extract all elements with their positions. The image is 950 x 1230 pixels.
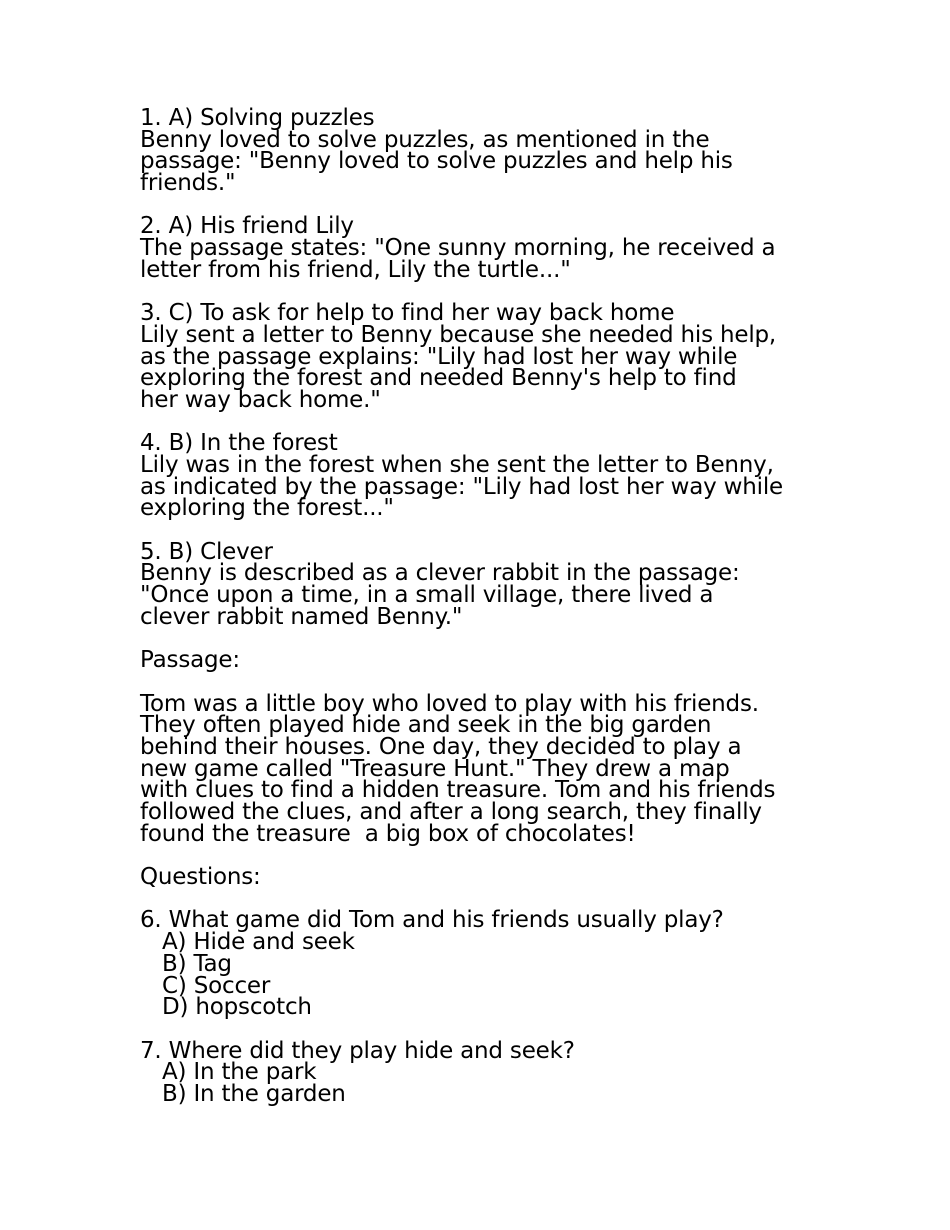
answer-line: Benny is described as a clever rabbit in the passage: <box>140 560 740 587</box>
answer-heading: 4. B) In the forest <box>140 430 338 457</box>
answer-line: passage: "Benny loved to solve puzzles and help his <box>140 148 733 175</box>
question-option: D) hopscotch <box>162 994 312 1021</box>
answer-line: "Once upon a time, in a small village, there lived a <box>140 582 714 609</box>
answer-line: as indicated by the passage: "Lily had lost her way while <box>140 473 783 500</box>
document-page <box>140 105 830 1107</box>
answer-heading: 1. A) Solving puzzles <box>140 105 375 131</box>
answer-line: exploring the forest..." <box>140 495 394 522</box>
answer-line: The passage states: "One sunny morning, he received a <box>140 235 776 262</box>
passage-line: with clues to find a hidden treasure. Tom and his friends <box>140 777 776 804</box>
answer-line: Benny loved to solve puzzles, as mentioned in the <box>140 126 710 153</box>
question-option: C) Soccer <box>162 972 271 999</box>
question-text: 6. What game did Tom and his friends usually play? <box>140 907 724 934</box>
answer-3 <box>140 300 830 413</box>
answer-heading: 2. A) His friend Lily <box>140 213 354 240</box>
answer-5 <box>140 538 830 630</box>
answer-1 <box>140 105 830 197</box>
passage-text <box>140 690 830 847</box>
answer-2 <box>140 213 830 283</box>
passage-line: behind their houses. One day, they decided to play a <box>140 733 742 760</box>
answer-line: letter from his friend, Lily the turtle..." <box>140 256 571 283</box>
answer-heading: 3. C) To ask for help to find her way back home <box>140 300 675 327</box>
answer-line: Lily was in the forest when she sent the letter to Benny, <box>140 452 774 478</box>
passage-line: found the treasure a big box of chocolates! <box>140 820 636 847</box>
question-text: 7. Where did they play hide and seek? <box>140 1037 575 1064</box>
questions-label: Questions: <box>140 864 261 891</box>
answer-line: Lily sent a letter to Benny because she needed his help, <box>140 321 777 348</box>
question-option: B) Tag <box>162 950 232 977</box>
spacer <box>140 629 830 651</box>
question-option: A) Hide and seek <box>162 929 355 956</box>
answer-heading: 5. B) Clever <box>140 538 273 565</box>
question-option: A) In the park <box>162 1059 317 1086</box>
question-option: B) In the garden <box>162 1080 346 1107</box>
passage-line: They often played hide and seek in the big garden <box>140 712 712 739</box>
answer-line: as the passage explains: "Lily had lost her way while <box>140 343 738 370</box>
answer-line: clever rabbit named Benny." <box>140 603 463 630</box>
answer-line: exploring the forest and needed Benny's help to find <box>140 365 737 392</box>
passage-label: Passage: <box>140 647 240 674</box>
passage-line: followed the clues, and after a long search, they finally <box>140 799 762 825</box>
passage-line: new game called "Treasure Hunt." They drew a map <box>140 755 730 782</box>
answer-line: her way back home." <box>140 386 381 413</box>
question-7 <box>140 1037 830 1107</box>
answer-4 <box>140 430 830 522</box>
question-6 <box>140 907 830 1021</box>
passage-line: Tom was a little boy who loved to play with his friends. <box>140 690 759 717</box>
answer-line: friends." <box>140 170 236 197</box>
